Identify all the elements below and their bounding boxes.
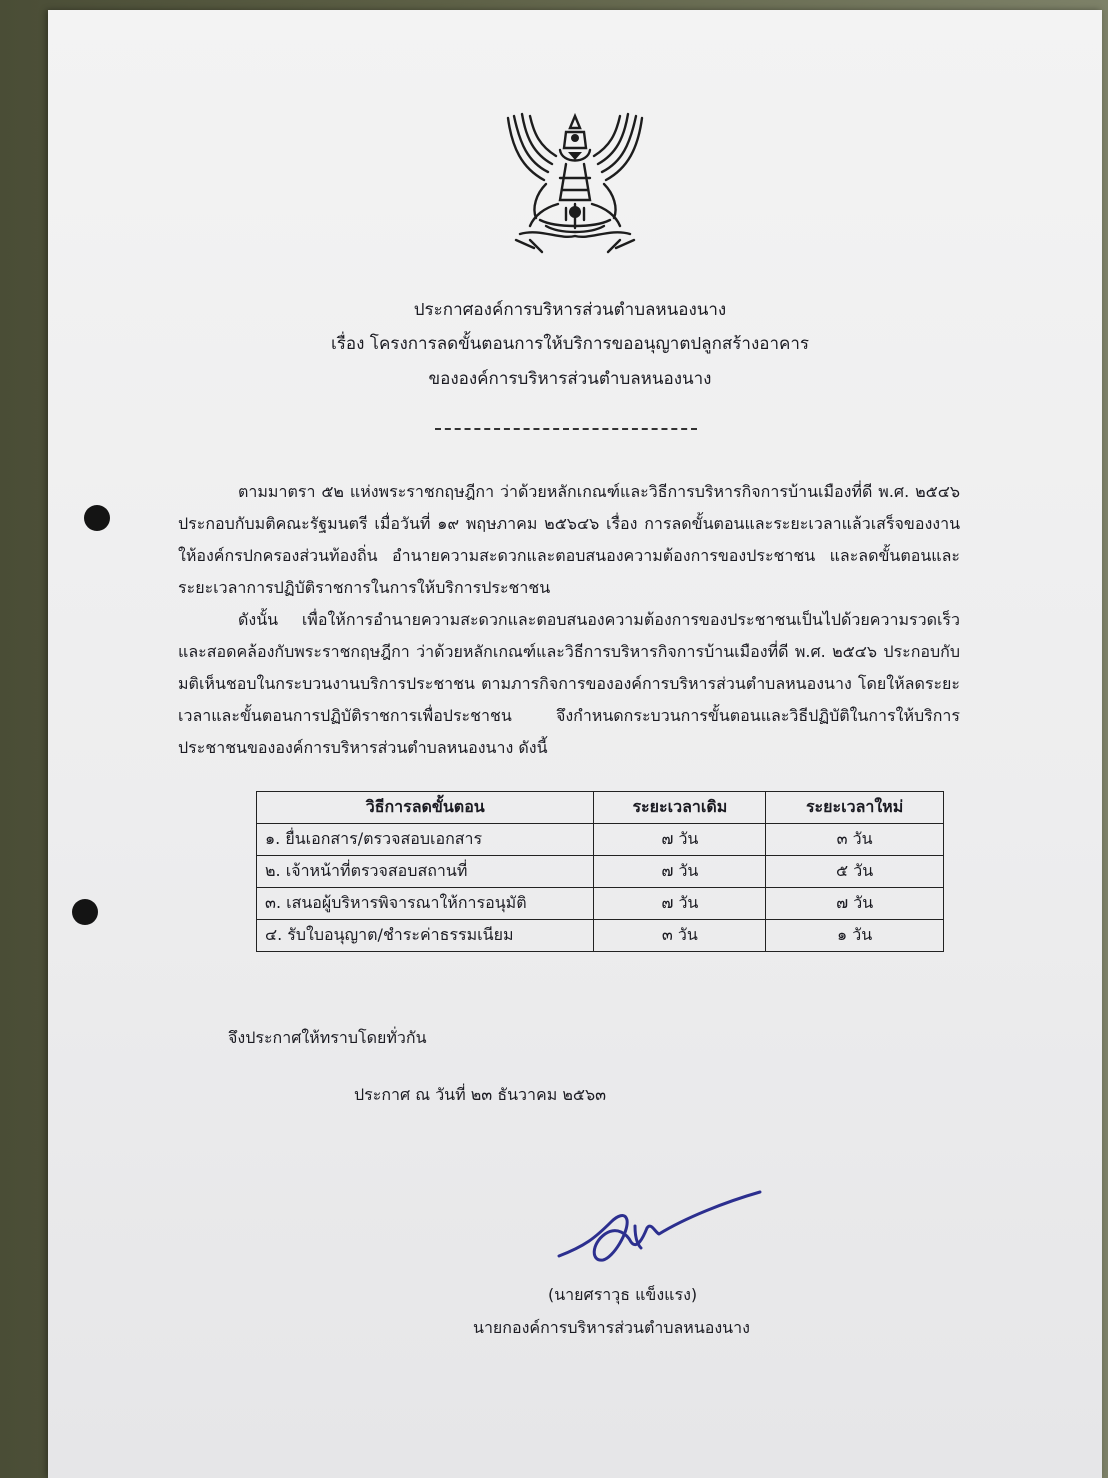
punch-hole-top [84,505,110,531]
old-duration: ๓ วัน [594,920,766,952]
table-row [257,824,944,856]
closing-statement: จึงประกาศให้ทราบโดยทั่วกัน [228,1028,427,1047]
new-duration: ๗ วัน [766,888,944,920]
old-duration: ๗ วัน [594,888,766,920]
old-duration: ๗ วัน [594,824,766,856]
table-row [257,888,944,920]
punch-hole-bottom [72,899,98,925]
paragraph-purpose: ดังนั้น เพื่อให้การอำนายความสะดวกและตอบสนองความต้องการของประชาชนเป็นไปด้วยความรวดเร็ว และสอดคล้องกับพระราชกฤษฎีกา ว่าด้วยหลักเกณฑ์และวิธีการบริหารกิจการบ้านเมืองที่ดี พ.ศ. ๒๕๔๖ ประกอบกับมติเห็นชอบในกระบวนงานบริการประชาชน ตามภารกิจการขององค์การบริหารส่วนตำบลหนองนาง โดยให้ลดระยะเวลาและขั้นตอนการปฏิบัติราชการเพื่อประชาชน จึงกำหนดกระบวนการขั้นตอนและวิธีปฏิบัติในการให้บริการประชาชนขององค์การบริหารส่วนตำบลหนองนาง ดังนี้ [178,610,960,757]
table-header-row [257,792,944,824]
handwritten-signature [555,1188,765,1268]
signer-name: (นายศราวุธ แข็งแรง) [548,1285,698,1304]
new-duration: ๑ วัน [766,920,944,952]
announcement-title: ประกาศองค์การบริหารส่วนตำบลหนองนาง [413,300,727,320]
header-old-duration: ระยะเวลาเดิม [594,792,766,824]
table-row [257,856,944,888]
step-reduction-table [256,791,944,952]
new-duration: ๓ วัน [766,824,944,856]
header-new-duration: ระยะเวลาใหม่ [766,792,944,824]
announcement-subject-continued: ขององค์การบริหารส่วนตำบลหนองนาง [428,369,712,389]
announcement-subject: เรื่อง โครงการลดขั้นตอนการให้บริการขออนุญาตปลูกสร้างอาคาร [330,334,810,354]
old-duration: ๗ วัน [594,856,766,888]
table-row [257,920,944,952]
header-procedure: วิธีการลดขั้นตอน [257,792,594,824]
announcement-date: ประกาศ ณ วันที่ ๒๓ ธันวาคม ๒๕๖๓ [354,1085,607,1104]
step-name: ๓. เสนอผู้บริหารพิจารณาให้การอนุมัติ [257,888,594,920]
signer-position: นายกองค์การบริหารส่วนตำบลหนองนาง [473,1318,750,1337]
step-name: ๒. เจ้าหน้าที่ตรวจสอบสถานที่ [257,856,594,888]
paragraph-legal-basis: ตามมาตรา ๕๒ แห่งพระราชกฤษฎีกา ว่าด้วยหลักเกณฑ์และวิธีการบริหารกิจการบ้านเมืองที่ดี พ.ศ. ๒๕๔๖ ประกอบกับมติคณะรัฐมนตรี เมื่อวันที่ ๑๙ พฤษภาคม ๒๕๖๔๖ เรื่อง การลดขั้นตอนและระยะเวลาแล้วเสร็จของงาน ให้องค์กรปกครองส่วนท้องถิ่น อำนายความสะดวกและตอบสนองความต้องการของประชาชน และลดขั้นตอนและระยะเวลาการปฏิบัติราชการในการให้บริการประชาชน [178,482,960,597]
step-name: ๔. รับใบอนุญาต/ชำระค่าธรรมเนียม [257,920,594,952]
new-duration: ๕ วัน [766,856,944,888]
garuda-emblem-icon [500,108,650,256]
step-name: ๑. ยื่นเอกสาร/ตรวจสอบเอกสาร [257,824,594,856]
dashed-divider [435,428,697,430]
